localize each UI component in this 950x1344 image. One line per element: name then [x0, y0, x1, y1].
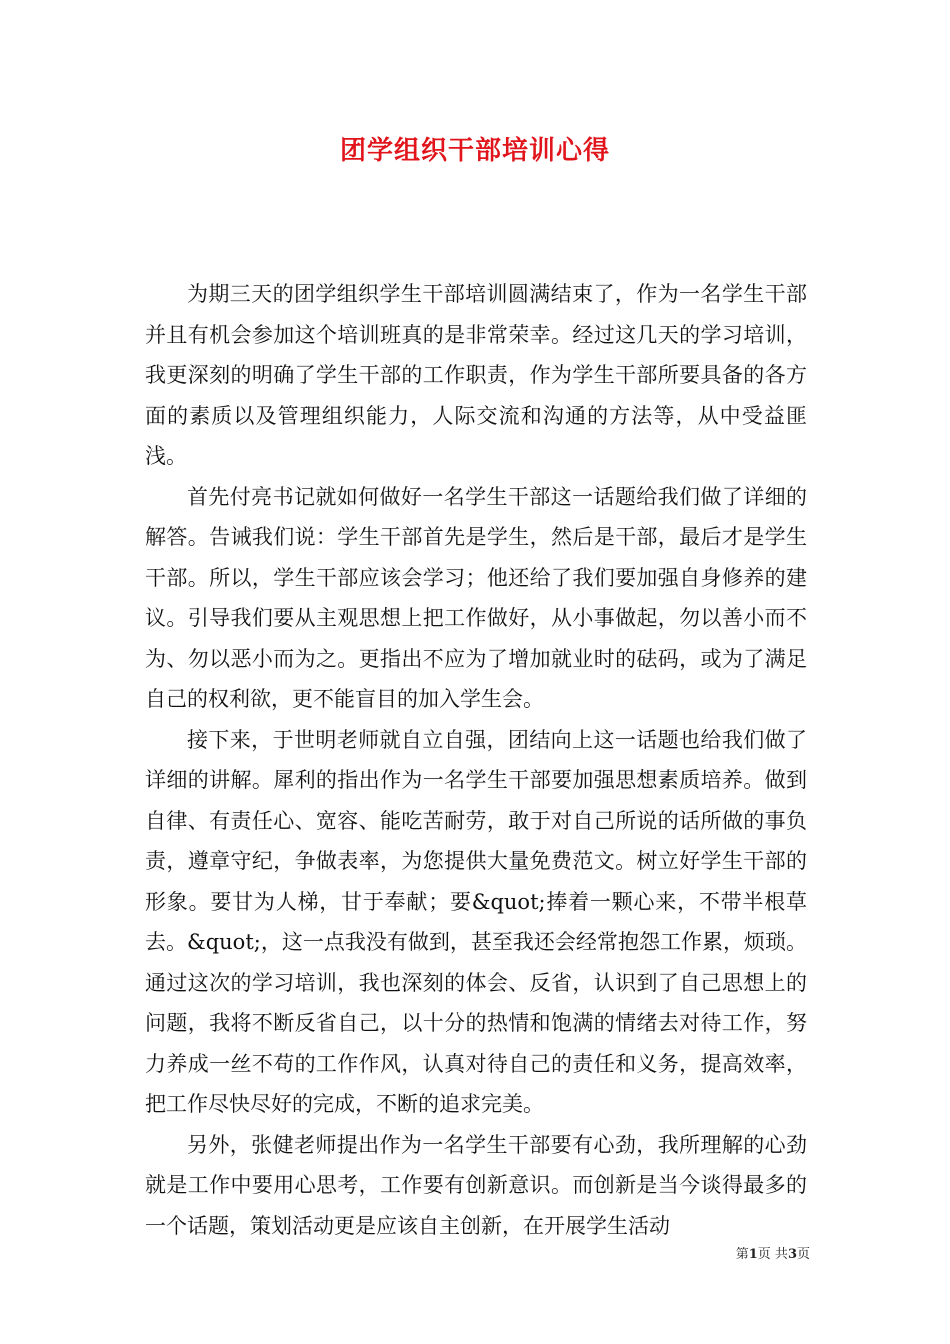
page-title: 团学组织干部培训心得 [339, 136, 610, 166]
document-body [145, 274, 807, 1246]
paragraph-1: 为期三天的团学组织学生干部培训圆满结束了，作为一名学生干部并且有机会参加这个培训班真的是非常荣幸。经过这几天的学习培训，我更深刻的明确了学生干部的工作职责，作为学生干部所要具备的各方面的素质以及管理组织能力，人际交流和沟通的方法等，从中受益匪浅。 [145, 282, 807, 468]
paragraph-4: 另外，张健老师提出作为一名学生干部要有心劲，我所理解的心劲就是工作中要用心思考，工作要有创新意识。而创新是当今谈得最多的一个话题，策划活动更是应该自主创新，在开展学生活动 [145, 1132, 807, 1238]
current-page-number: 1 [748, 1247, 758, 1262]
footer-prefix: 第 [735, 1247, 749, 1262]
footer-suffix: 页 [796, 1247, 810, 1262]
footer-middle: 页 共 [757, 1247, 788, 1262]
paragraph-3: 接下来，于世明老师就自立自强，团结向上这一话题也给我们做了详细的讲解。犀利的指出作为一名学生干部要加强思想素质培养。做到自律、有责任心、宽容、能吃苦耐劳，敢于对自己所说的话所做的事负责，遵章守纪，争做表率，为您提供大量免费范文。树立好学生干部的形象。要甘为人梯，甘于奉献；要&quot;捧着一颗心来，不带半根草去。&quot;，这一点我没有做到，甚至我还会经常抱怨工作累，烦琐。通过这次的学习培训，我也深刻的体会、反省，认识到了自己思想上的问题，我将不断反省自己，以十分的热情和饱满的情绪去对待工作，努力养成一丝不苟的工作作风，认真对待自己的责任和义务，提高效率，把工作尽快尽好的完成，不断的追求完美。 [145, 727, 807, 1116]
page-number-footer [736, 1243, 810, 1262]
total-pages-number: 3 [787, 1247, 797, 1262]
paragraph-2: 首先付亮书记就如何做好一名学生干部这一话题给我们做了详细的解答。告诫我们说：学生干部首先是学生，然后是干部，最后才是学生干部。所以，学生干部应该会学习；他还给了我们要加强自身修养的建议。引导我们要从主观思想上把工作做好，从小事做起，勿以善小而不为、勿以恶小而为之。更指出不应为了增加就业时的砝码，或为了满足自己的权利欲，更不能盲目的加入学生会。 [145, 484, 807, 711]
